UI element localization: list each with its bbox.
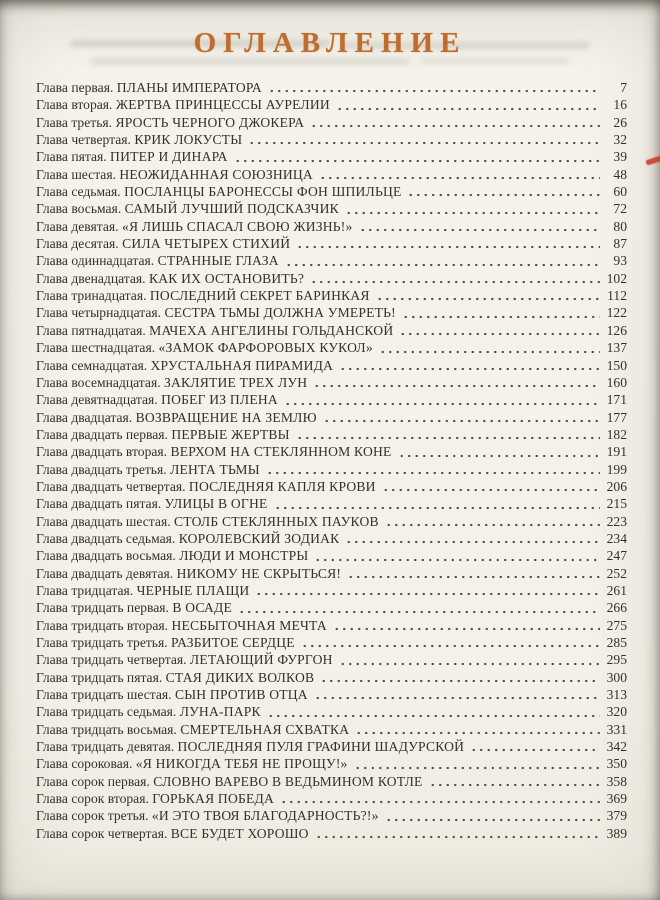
- toc-chapter-title: ПЕРВЫЕ ЖЕРТВЫ: [171, 426, 290, 442]
- leader-dots: [283, 391, 600, 408]
- leader-dots: [273, 495, 600, 512]
- toc-entry-text: [36, 183, 401, 200]
- leader-dots: [375, 287, 600, 304]
- toc-entry-text: [36, 547, 308, 564]
- toc-entry-text: [36, 322, 393, 339]
- toc-chapter-label: Глава девятая.: [36, 218, 122, 234]
- toc-list: [36, 79, 627, 842]
- leader-dots: [309, 114, 600, 131]
- toc-entry-text: [36, 357, 333, 374]
- toc-chapter-title: КАК ИХ ОСТАНОВИТЬ?: [148, 270, 305, 286]
- leader-dots: [378, 339, 600, 356]
- toc-entry: [36, 148, 627, 165]
- leader-dots: [247, 131, 600, 148]
- toc-page-number: 160: [606, 374, 627, 390]
- toc-page-number: 369: [606, 791, 627, 807]
- toc-chapter-label: Глава тридцать шестая.: [36, 687, 175, 703]
- toc-chapter-label: Глава тридцать девятая.: [36, 739, 178, 755]
- toc-chapter-label: Глава третья.: [36, 114, 116, 130]
- leader-dots: [381, 478, 600, 495]
- toc-entry-text: [36, 252, 279, 269]
- toc-entry-text: [36, 807, 379, 824]
- leader-dots: [406, 183, 600, 200]
- toc-chapter-label: Глава тридцать третья.: [36, 635, 172, 650]
- toc-entry-text: [36, 114, 304, 131]
- toc-entry-text: [36, 565, 341, 582]
- toc-chapter-label: Глава одиннадцатая.: [36, 253, 158, 269]
- toc-entry: [36, 599, 627, 616]
- toc-entry-text: [36, 443, 392, 460]
- toc-entry-text: [36, 235, 290, 252]
- toc-entry: [36, 495, 627, 512]
- toc-page-number: 171: [606, 392, 627, 408]
- toc-entry-text: [36, 166, 313, 183]
- toc-chapter-label: Глава двадцать первая.: [36, 426, 172, 442]
- toc-entry: [36, 374, 627, 391]
- leader-dots: [358, 218, 600, 235]
- toc-entry: [36, 443, 627, 460]
- toc-chapter-title: ВОЗВРАЩЕНИЕ НА ЗЕМЛЮ: [135, 409, 317, 425]
- toc-page-number: 252: [606, 565, 627, 581]
- toc-chapter-title: ЗАКЛЯТИЕ ТРЕХ ЛУН: [164, 374, 308, 390]
- toc-page-number: 247: [606, 548, 627, 564]
- leader-dots: [353, 755, 600, 772]
- leader-dots: [397, 443, 600, 460]
- leader-dots: [265, 461, 600, 478]
- toc-page-number: 266: [606, 600, 627, 616]
- toc-chapter-title: ГОРЬКАЯ ПОБЕДА: [152, 791, 274, 807]
- leader-dots: [254, 582, 600, 599]
- toc-chapter-label: Глава двенадцатая.: [36, 270, 149, 286]
- toc-entry: [36, 807, 627, 824]
- toc-entry: [36, 79, 627, 96]
- leader-dots: [313, 686, 600, 703]
- toc-chapter-label: Глава двадцатая.: [36, 409, 136, 425]
- leader-dots: [284, 252, 600, 269]
- toc-entry: [36, 391, 627, 408]
- toc-entry-text: [36, 738, 464, 755]
- toc-chapter-label: Глава восьмая.: [36, 201, 125, 217]
- toc-page-number: 26: [613, 114, 627, 130]
- toc-chapter-title: ПОСЛЕДНИЙ СЕКРЕТ БАРИНКАЯ: [149, 288, 370, 304]
- toc-chapter-label: Глава шестая.: [36, 166, 120, 182]
- toc-entry-text: [36, 200, 339, 217]
- toc-entry: [36, 235, 627, 252]
- toc-chapter-label: Глава двадцать шестая.: [36, 513, 174, 529]
- toc-chapter-title: КРИК ЛОКУСТЫ: [134, 132, 243, 148]
- toc-page-number: 350: [606, 756, 627, 772]
- leader-dots: [267, 79, 600, 96]
- toc-entry-text: [36, 651, 333, 668]
- toc-chapter-title: ЛУНА-ПАРК: [179, 704, 261, 720]
- leader-dots: [266, 703, 600, 720]
- red-pen-mark: [646, 156, 660, 166]
- toc-chapter-title: «ЗАМОК ФАРФОРОВЫХ КУКОЛ»: [158, 340, 373, 356]
- toc-entry: [36, 530, 627, 547]
- toc-chapter-label: Глава сороковая.: [36, 756, 136, 772]
- toc-chapter-title: ПЛАНЫ ИМПЕРАТОРА: [116, 80, 262, 95]
- toc-page-number: 80: [613, 218, 627, 234]
- leader-dots: [354, 721, 600, 738]
- toc-entry-text: [36, 131, 242, 148]
- toc-chapter-label: Глава сорок первая.: [36, 773, 154, 789]
- toc-chapter-title: ЧЕРНЫЕ ПЛАЩИ: [136, 582, 250, 598]
- leader-dots: [318, 166, 600, 183]
- toc-chapter-label: Глава пятнадцатая.: [36, 322, 150, 338]
- toc-chapter-title: СМЕРТЕЛЬНАЯ СХВАТКА: [180, 721, 350, 737]
- toc-entry: [36, 322, 627, 339]
- toc-entry: [36, 287, 627, 304]
- toc-entry-text: [36, 96, 330, 113]
- leader-dots: [237, 599, 600, 616]
- toc-entry: [36, 617, 627, 634]
- toc-entry-text: [36, 339, 373, 356]
- toc-page-number: 39: [613, 149, 627, 165]
- toc-chapter-label: Глава тридцать седьмая.: [36, 704, 180, 720]
- toc-entry: [36, 409, 627, 426]
- toc-chapter-title: СТРАННЫЕ ГЛАЗА: [157, 253, 279, 269]
- toc-page-number: 295: [606, 652, 627, 668]
- toc-page-number: 358: [606, 773, 627, 789]
- toc-entry: [36, 96, 627, 113]
- toc-chapter-title: МАЧЕХА АНГЕЛИНЫ ГОЛЬДАНСКОЙ: [149, 322, 394, 338]
- toc-chapter-label: Глава тридцать первая.: [36, 600, 173, 616]
- toc-chapter-title: СИЛА ЧЕТЫРЕХ СТИХИЙ: [122, 236, 291, 252]
- toc-entry-text: [36, 218, 353, 235]
- toc-page-number: 313: [606, 687, 627, 703]
- toc-entry: [36, 755, 627, 772]
- toc-chapter-title: ЯРОСТЬ ЧЕРНОГО ДЖОКЕРА: [115, 114, 305, 130]
- toc-page-number: 7: [620, 80, 627, 95]
- toc-entry: [36, 200, 627, 217]
- toc-chapter-title: ЖЕРТВА ПРИНЦЕССЫ АУРЕЛИИ: [115, 97, 330, 113]
- toc-chapter-label: Глава двадцать третья.: [36, 461, 171, 477]
- toc-entry: [36, 513, 627, 530]
- toc-chapter-label: Глава седьмая.: [36, 184, 125, 200]
- toc-chapter-label: Глава тридцать четвертая.: [36, 652, 190, 668]
- leader-dots: [322, 409, 600, 426]
- toc-chapter-label: Глава девятнадцатая.: [36, 392, 162, 408]
- toc-chapter-label: Глава десятая.: [36, 236, 123, 252]
- toc-chapter-title: СЫН ПРОТИВ ОТЦА: [174, 687, 308, 703]
- leader-dots: [313, 547, 600, 564]
- toc-chapter-title: ПОСЛАНЦЫ БАРОНЕССЫ ФОН ШПИЛЬЦЕ: [124, 184, 402, 200]
- toc-entry-text: [36, 773, 423, 790]
- toc-chapter-label: Глава тринадцатая.: [36, 288, 150, 304]
- toc-chapter-label: Глава сорок четвертая.: [36, 825, 171, 841]
- toc-chapter-label: Глава восемнадцатая.: [36, 374, 164, 390]
- toc-entry-text: [36, 391, 278, 408]
- toc-chapter-title: НЕОЖИДАННАЯ СОЮЗНИЦА: [119, 166, 313, 182]
- toc-page-number: 320: [606, 704, 627, 720]
- toc-page-number: 122: [606, 305, 627, 321]
- toc-page-number: 182: [606, 426, 627, 442]
- toc-entry-text: [36, 513, 379, 530]
- toc-chapter-title: ВСЕ БУДЕТ ХОРОШО: [170, 825, 309, 841]
- toc-page-number: 389: [606, 825, 627, 841]
- leader-dots: [428, 773, 600, 790]
- toc-chapter-label: Глава четырнадцатая.: [36, 305, 165, 321]
- toc-page-number: 150: [606, 357, 627, 373]
- leader-dots: [344, 200, 600, 217]
- leader-dots: [309, 270, 600, 287]
- toc-chapter-label: Глава тридцать восьмая.: [36, 721, 181, 737]
- toc-entry-text: [36, 374, 307, 391]
- toc-chapter-label: Глава вторая.: [36, 97, 116, 113]
- toc-chapter-title: СЛОВНО ВАРЕВО В ВЕДЬМИНОМ КОТЛЕ: [153, 773, 423, 789]
- toc-entry-text: [36, 478, 376, 495]
- toc-chapter-label: Глава двадцать вторая.: [36, 444, 171, 460]
- toc-chapter-title: ЛЕНТА ТЬМЫ: [170, 461, 260, 477]
- leader-dots: [346, 565, 600, 582]
- toc-chapter-title: ХРУСТАЛЬНАЯ ПИРАМИДА: [150, 357, 334, 373]
- leader-dots: [312, 374, 600, 391]
- toc-entry: [36, 547, 627, 564]
- toc-entry: [36, 218, 627, 235]
- toc-entry: [36, 166, 627, 183]
- toc-entry-text: [36, 409, 317, 426]
- toc-chapter-title: СЕСТРА ТЬМЫ ДОЛЖНА УМЕРЕТЬ!: [164, 305, 396, 321]
- toc-page-number: 177: [606, 409, 627, 425]
- toc-page-number: 223: [606, 513, 627, 529]
- toc-entry: [36, 773, 627, 790]
- page-title: ОГЛАВЛЕНИЕ: [193, 27, 467, 59]
- toc-page-number: 87: [613, 236, 627, 252]
- toc-entry-text: [36, 270, 304, 287]
- toc-entry-text: [36, 755, 348, 772]
- toc-entry: [36, 131, 627, 148]
- toc-chapter-title: В ОСАДЕ: [172, 600, 232, 616]
- toc-entry: [36, 634, 627, 651]
- toc-entry: [36, 357, 627, 374]
- toc-entry: [36, 270, 627, 287]
- toc-page-number: 285: [606, 635, 627, 650]
- toc-entry: [36, 304, 627, 321]
- toc-entry-text: [36, 79, 262, 96]
- toc-page-number: 300: [606, 669, 627, 685]
- toc-chapter-label: Глава двадцать девятая.: [36, 565, 177, 581]
- toc-entry-text: [36, 721, 349, 738]
- toc-chapter-label: Глава тридцать пятая.: [36, 669, 166, 685]
- toc-entry-text: [36, 426, 290, 443]
- toc-chapter-label: Глава шестнадцатая.: [36, 340, 159, 356]
- toc-page-number: 234: [606, 530, 627, 546]
- toc-page-number: 16: [613, 97, 627, 113]
- toc-chapter-title: НИКОМУ НЕ СКРЫТЬСЯ!: [176, 565, 342, 581]
- toc-entry: [36, 651, 627, 668]
- leader-dots: [319, 669, 600, 686]
- toc-page-number: 32: [613, 132, 627, 148]
- leader-dots: [344, 530, 600, 547]
- toc-chapter-title: САМЫЙ ЛУЧШИЙ ПОДСКАЗЧИК: [124, 201, 339, 217]
- toc-page-number: 275: [606, 617, 627, 633]
- leader-dots: [338, 651, 600, 668]
- toc-entry: [36, 825, 627, 842]
- toc-chapter-label: Глава пятая.: [36, 149, 111, 165]
- toc-entry: [36, 790, 627, 807]
- toc-entry-text: [36, 703, 261, 720]
- toc-chapter-label: Глава двадцать восьмая.: [36, 548, 180, 564]
- toc-page-number: 137: [606, 340, 627, 356]
- toc-page-number: 191: [606, 444, 627, 460]
- toc-entry: [36, 183, 627, 200]
- leader-dots: [469, 738, 600, 755]
- toc-chapter-title: СТАЯ ДИКИХ ВОЛКОВ: [165, 669, 315, 685]
- toc-chapter-title: ПОСЛЕДНЯЯ ПУЛЯ ГРАФИНИ ШАДУРСКОЙ: [177, 739, 465, 755]
- leader-dots: [384, 513, 600, 530]
- leader-dots: [279, 790, 600, 807]
- toc-entry: [36, 252, 627, 269]
- toc-chapter-label: Глава тридцать вторая.: [36, 617, 172, 633]
- leader-dots: [338, 357, 600, 374]
- toc-entry: [36, 669, 627, 686]
- toc-page-number: 342: [606, 739, 627, 755]
- toc-entry-text: [36, 495, 268, 512]
- toc-chapter-label: Глава первая.: [36, 80, 117, 95]
- toc-entry: [36, 339, 627, 356]
- toc-page-number: 72: [613, 201, 627, 217]
- leader-dots: [300, 634, 600, 651]
- toc-entry: [36, 565, 627, 582]
- toc-entry: [36, 686, 627, 703]
- toc-chapter-title: РАЗБИТОЕ СЕРДЦЕ: [171, 635, 295, 650]
- toc-entry: [36, 114, 627, 131]
- toc-chapter-title: ПОБЕГ ИЗ ПЛЕНА: [161, 392, 278, 408]
- leader-dots: [398, 322, 600, 339]
- toc-chapter-label: Глава двадцать четвертая.: [36, 478, 189, 494]
- toc-chapter-title: УЛИЦЫ В ОГНЕ: [164, 496, 268, 512]
- leader-dots: [384, 807, 600, 824]
- leader-dots: [295, 235, 600, 252]
- toc-entry-text: [36, 634, 295, 651]
- toc-page-number: 199: [606, 461, 627, 477]
- toc-entry-text: [36, 304, 396, 321]
- leader-dots: [335, 96, 600, 113]
- toc-entry-text: [36, 669, 314, 686]
- toc-chapter-title: ЛЕТАЮЩИЙ ФУРГОН: [189, 652, 333, 668]
- toc-chapter-label: Глава двадцать пятая.: [36, 496, 165, 512]
- toc-chapter-title: КОРОЛЕВСКИЙ ЗОДИАК: [178, 530, 340, 546]
- toc-entry-text: [36, 599, 232, 616]
- toc-chapter-title: НЕСБЫТОЧНАЯ МЕЧТА: [171, 617, 327, 633]
- leader-dots: [233, 148, 600, 165]
- toc-page-number: 261: [606, 582, 627, 598]
- toc-chapter-title: «Я ЛИШЬ СПАСАЛ СВОЮ ЖИЗНЬ!»: [121, 218, 353, 234]
- toc-chapter-label: Глава сорок вторая.: [36, 791, 153, 807]
- toc-page-number: 331: [606, 721, 627, 737]
- toc-chapter-label: Глава семнадцатая.: [36, 357, 151, 373]
- toc-page-number: 93: [613, 253, 627, 269]
- toc-entry-text: [36, 825, 309, 842]
- toc-chapter-title: ВЕРХОМ НА СТЕКЛЯННОМ КОНЕ: [170, 444, 392, 460]
- toc-chapter-title: «И ЭТО ТВОЯ БЛАГОДАРНОСТЬ?!»: [151, 808, 379, 824]
- toc-entry-text: [36, 287, 370, 304]
- toc-entry-text: [36, 686, 308, 703]
- toc-entry: [36, 426, 627, 443]
- toc-entry: [36, 582, 627, 599]
- toc-chapter-label: Глава двадцать седьмая.: [36, 530, 179, 546]
- leader-dots: [401, 304, 600, 321]
- toc-page-number: 48: [613, 166, 627, 182]
- leader-dots: [332, 617, 600, 634]
- toc-page-number: 112: [607, 288, 627, 304]
- toc-entry-text: [36, 790, 274, 807]
- toc-entry-text: [36, 617, 327, 634]
- toc-entry: [36, 703, 627, 720]
- toc-entry: [36, 478, 627, 495]
- toc-chapter-label: Глава сорок третья.: [36, 808, 152, 824]
- toc-entry-text: [36, 148, 228, 165]
- toc-entry-text: [36, 530, 339, 547]
- toc-entry: [36, 461, 627, 478]
- toc-entry: [36, 721, 627, 738]
- toc-chapter-title: ЛЮДИ И МОНСТРЫ: [179, 548, 309, 564]
- toc-page-number: 215: [606, 496, 627, 512]
- toc-chapter-label: Глава тридцатая.: [36, 582, 137, 598]
- leader-dots: [314, 825, 600, 842]
- toc-entry: [36, 738, 627, 755]
- leader-dots: [295, 426, 600, 443]
- toc-page-number: 126: [606, 322, 627, 338]
- toc-chapter-title: ПИТЕР И ДИНАРА: [110, 149, 228, 165]
- toc-entry-text: [36, 461, 260, 478]
- toc-chapter-title: «Я НИКОГДА ТЕБЯ НЕ ПРОЩУ!»: [135, 756, 348, 772]
- toc-page-number: 60: [613, 184, 627, 200]
- toc-page-number: 102: [606, 270, 627, 286]
- toc-page-number: 379: [606, 808, 627, 824]
- toc-chapter-label: Глава четвертая.: [36, 132, 135, 148]
- toc-entry-text: [36, 582, 249, 599]
- toc-chapter-title: СТОЛБ СТЕКЛЯННЫХ ПАУКОВ: [174, 513, 379, 529]
- toc-chapter-title: ПОСЛЕДНЯЯ КАПЛЯ КРОВИ: [188, 478, 376, 494]
- toc-page-number: 206: [606, 478, 627, 494]
